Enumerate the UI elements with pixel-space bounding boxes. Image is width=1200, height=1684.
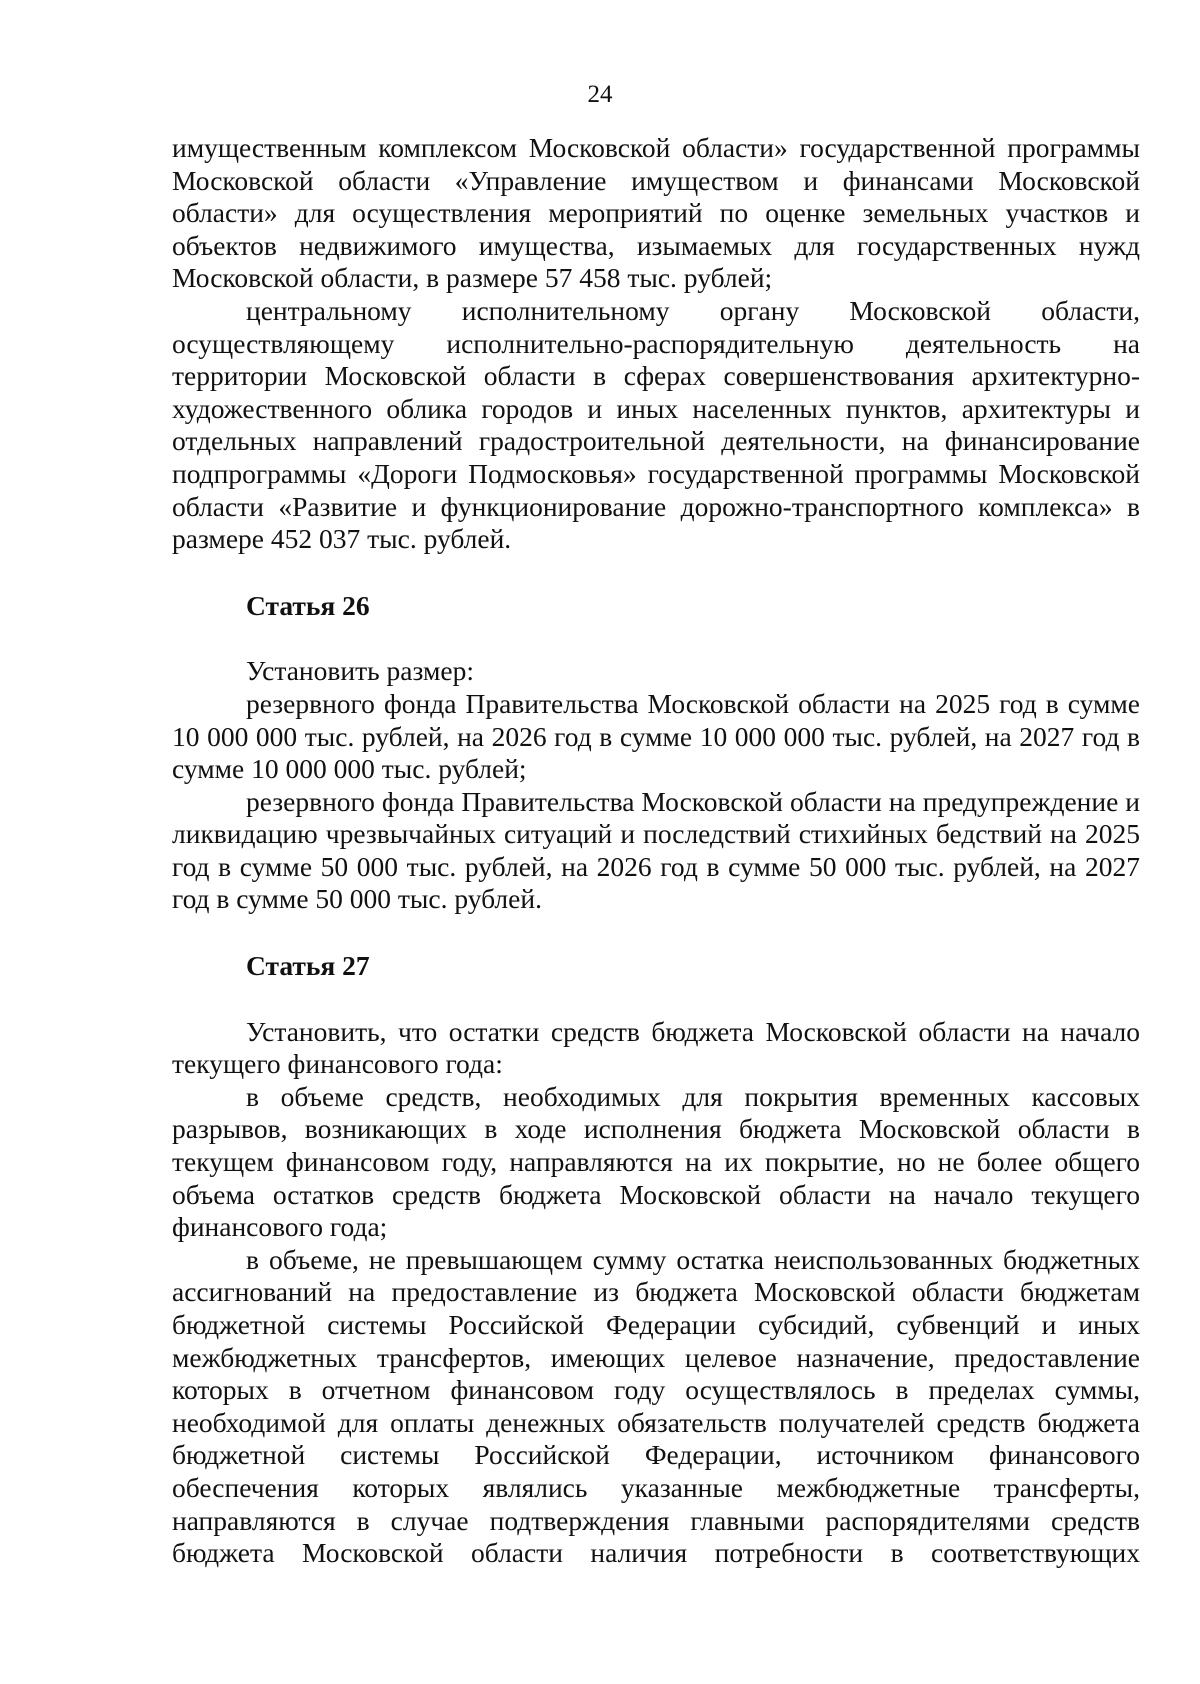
spacer bbox=[172, 983, 1140, 1016]
article-27-item: в объеме, не превышающем сумму остатка неиспользованных бюджетных ассигнований на предоставление из бюджета Московской области бюджетам бюджетной системы Российской Федерации субсидий, субвенций и иных межбюджетных трансфертов, имеющих целевое назначение, предоставление которых в отчетном финансовом году осуществлялось в пределах суммы, необходимой для оплаты денежных обязательств получателей средств бюджета бюджетной системы Российской Федерации, источником финансового обеспечения которых являлись указанные межбюджетные трансферты, направляются в случае подтверждения главными распорядителями средств бюджета Московской области наличия потребности в соответствующих bbox=[172, 1243, 1140, 1569]
spacer bbox=[172, 916, 1140, 950]
paragraph-central-organ: центральному исполнительному органу Московской области, осуществляющему исполнительно-распорядительную деятельность на территории Московской области в сферах совершенствования архитектурно-художественного облика городов и иных населенных пунктов, архитектуры и отдельных направлений градостроительной деятельности, на финансирование подпрограммы «Дороги Подмосковья» государственной программы Московской области «Развитие и функционирование дорожно-транспортного комплекса» в размере 452 037 тыс. рублей. bbox=[172, 294, 1140, 555]
spacer bbox=[172, 556, 1140, 590]
spacer bbox=[172, 622, 1140, 655]
paragraph-continuation: имущественным комплексом Московской области» государственной программы Московской области «Управление имуществом и финансами Московской области» для осуществления мероприятий по оценке земельных участков и объектов недвижимого имущества, изымаемых для государственных нужд Московской области, в размере 57 458 тыс. рублей; bbox=[172, 132, 1140, 294]
article-26-intro: Установить размер: bbox=[246, 655, 474, 687]
article-27-heading: Статья 27 bbox=[246, 950, 370, 982]
article-27-item: в объеме средств, необходимых для покрытия временных кассовых разрывов, возникающих в ходе исполнения бюджета Московской области в текущем финансовом году, направляются на их покрытие, но не более общего объема остатков средств бюджета Московской области на начало текущего финансового года; bbox=[172, 1080, 1140, 1243]
article-26-heading: Статья 26 bbox=[246, 589, 370, 621]
article-26-item: резервного фонда Правительства Московской области на предупреждение и ликвидацию чрезвычайных ситуаций и последствий стихийных бедствий на 2025 год в сумме 50 000 тыс. рублей, на 2026 год в сумме 50 000 тыс. рублей, на 2027 год в сумме 50 000 тыс. рублей. bbox=[172, 785, 1140, 915]
article-26-item: резервного фонда Правительства Московской области на 2025 год в сумме 10 000 000 тыс. рублей, на 2026 год в сумме 10 000 000 тыс. рублей, на 2027 год в сумме 10 000 000 тыс. рублей; bbox=[172, 687, 1140, 785]
article-27-intro: Установить, что остатки средств бюджета Московской области на начало текущего финансового года: bbox=[172, 1015, 1140, 1080]
document-body bbox=[172, 132, 1140, 1570]
page-number: 24 bbox=[587, 81, 613, 108]
